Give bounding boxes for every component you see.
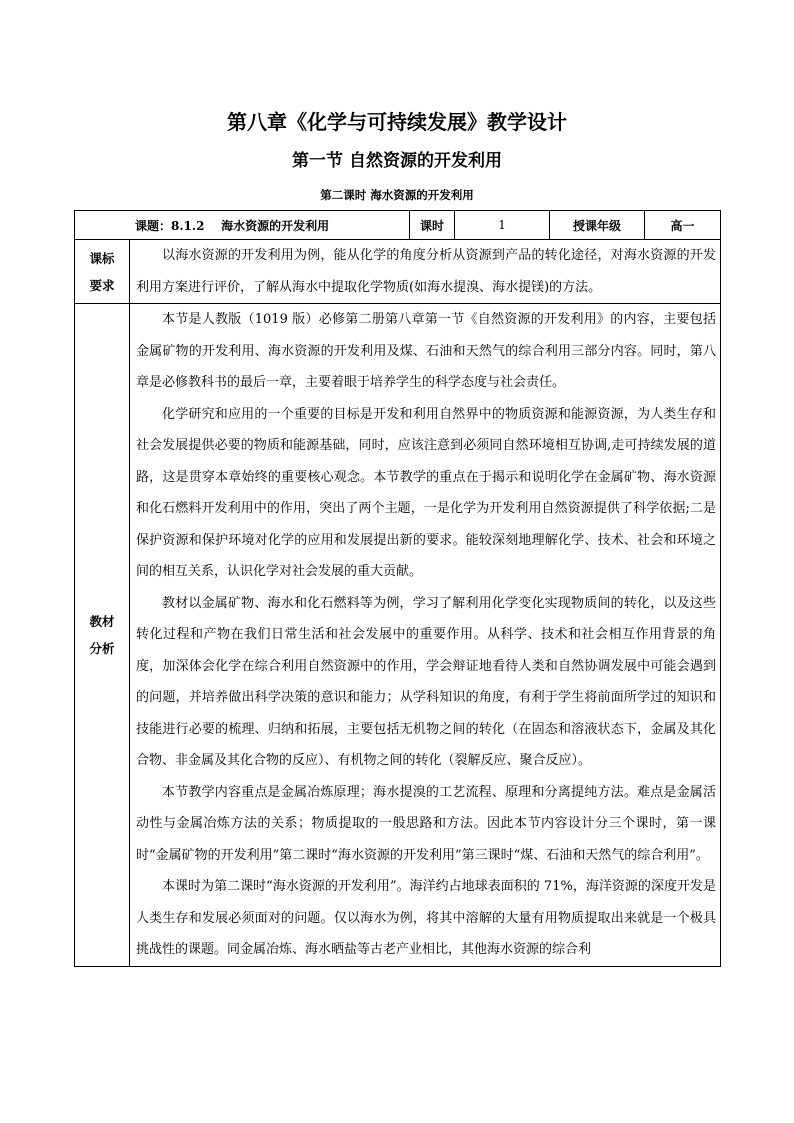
grade-label: 授课年级 [550,211,645,240]
document-title: 第八章《化学与可持续发展》教学设计 [227,110,567,134]
curriculum-label [75,240,130,304]
period-label: 课时 [410,211,455,240]
analysis-paragraph: 本节教学内容重点是金属冶炼原理；海水提溴的工艺流程、原理和分离提纯方法。难点是金属活动性与金属冶炼方法的关系；物质提取的一般思路和方法。因此本节内容设计分三个课时，第一课时“金属矿物的开发利用”第二课时“海水资源的开发利用”第三课时“煤、石油和天然气的综合利用”。 [136,784,717,863]
analysis-paragraph: 教材以金属矿物、海水和化石燃料等为例，学习了解利用化学变化实现物质间的转化，以及这些转化过程和产物在我们日常生活和社会发展中的重要作用。从科学、技术和社会相互作用背景的角度，加深体会化学在综合利用自然资源中的作用，学会辩证地看待人类和自然协调发展中可能会遇到的问题，并培养做出科学决策的意识和能力；从学科知识的角度，有利于学生将前面所学过的知识和技能进行必要的梳理、归纳和拓展，主要包括无机物之间的转化（在固态和溶液状态下，金属及其化合物、非金属及其化合物的反应）、有机物之间的转化（裂解反应、聚合反应）。 [136,595,717,768]
grade-value: 高一 [645,211,721,240]
section-title: 第一节 自然资源的开发利用 [292,151,502,171]
analysis-label [75,304,130,967]
analysis-paragraph: 化学研究和应用的一个重要的目标是开发和利用自然界中的物质资源和能源资源，为人类生存和社会发展提供必要的物质和能源基础，同时，应该注意到必须同自然环境相互协调,走可持续发展的道路，这是贯穿本章始终的重要核心观念。本节教学的重点在于揭示和说明化学在金属矿物、海水资源和化石燃料开发利用中的作用，突出了两个主题，一是化学为开发利用自然资源提供了科学依据;二是保护资源和保护环境对化学的应用和发展提出新的要求。能较深刻地理解化学、技术、社会和环境之间的相互关系，认识化学对社会发展的重大贡献。 [136,406,717,579]
curriculum-content [130,240,721,304]
lesson-plan-table [74,210,721,967]
analysis-label-line2: 分析 [89,640,115,656]
lesson-title: 第二课时 海水资源的开发利用 [320,188,474,202]
analysis-row [75,304,721,967]
analysis-paragraph: 本节是人教版（1019 版）必修第二册第八章第一节《自然资源的开发利用》的内容，主要包括金属矿物的开发利用、海水资源的开发利用及煤、石油和天然气的综合利用三部分内容。同时，第八章是必修教科书的最后一章，主要着眼于培养学生的科学态度与社会责任。 [136,312,717,390]
period-value: 1 [455,211,550,240]
analysis-label-line1: 教材 [89,613,115,629]
curriculum-text: 以海水资源的开发利用为例，能从化学的角度分析从资源到产品的转化途径，对海水资源的开发利用方案进行评价，了解从海水中提取化学物质(如海水提溴、海水提镁)的方法。 [136,248,717,295]
header-row [75,211,721,240]
curriculum-row [75,240,721,304]
topic-label: 课题： [135,218,172,233]
curriculum-label-line2: 要求 [89,277,115,293]
topic-cell [75,211,410,240]
topic-value: 8.1.2 海水资源的开发利用 [171,218,330,233]
analysis-content [130,304,721,967]
analysis-paragraph: 本课时为第二课时“海水资源的开发利用”。海洋约占地球表面积的 71%，海洋资源的深度开发是人类生存和发展必须面对的问题。仅以海水为例，将其中溶解的大量有用物质提取出来就是一个极具挑战性的课题。同金属冶炼、海水晒盐等古老产业相比，其他海水资源的综合利 [136,879,717,957]
curriculum-label-line1: 课标 [89,250,115,266]
